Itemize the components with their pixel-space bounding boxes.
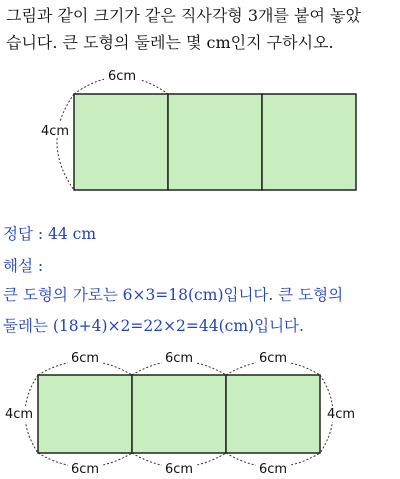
explanation-figure (0, 347, 400, 479)
answer-line (3, 222, 96, 244)
question-text (6, 2, 398, 56)
rectangle-3 (226, 375, 320, 453)
problem-figure (0, 60, 400, 210)
width-label: 6cm (107, 69, 137, 84)
top-width-label-2: 6cm (164, 351, 194, 366)
answer-value: 44 cm (48, 225, 97, 243)
question-line-2: 습니다. 큰 도형의 둘레는 몇 cm인지 구하시오. (6, 33, 334, 52)
height-arc (57, 94, 74, 190)
rectangle-2 (168, 94, 262, 190)
bottom-width-label-3: 6cm (258, 462, 288, 477)
right-height-label: 4cm (326, 407, 356, 422)
rectangle-2 (132, 375, 226, 453)
rectangle-1 (38, 375, 132, 453)
left-height-label: 4cm (4, 407, 34, 422)
rectangles (38, 375, 320, 453)
explanation-heading: 해설 : (3, 257, 44, 275)
rectangle-3 (262, 94, 356, 190)
top-width-label-1: 6cm (70, 351, 100, 366)
height-label: 4cm (40, 124, 70, 139)
bottom-width-label-1: 6cm (70, 462, 100, 477)
answer-label: 정답 : (3, 225, 49, 243)
rectangles (74, 94, 356, 190)
top-width-label-3: 6cm (258, 351, 288, 366)
bottom-width-label-2: 6cm (164, 462, 194, 477)
question-line-1: 그림과 같이 크기가 같은 직사각형 3개를 붙여 놓았 (6, 6, 361, 25)
explanation-line-1: 큰 도형의 가로는 6×3=18(cm)입니다. 큰 도형의 (3, 286, 344, 304)
explanation-line-2: 둘레는 (18+4)×2=22×2=44(cm)입니다. (3, 317, 304, 335)
rectangle-1 (74, 94, 168, 190)
